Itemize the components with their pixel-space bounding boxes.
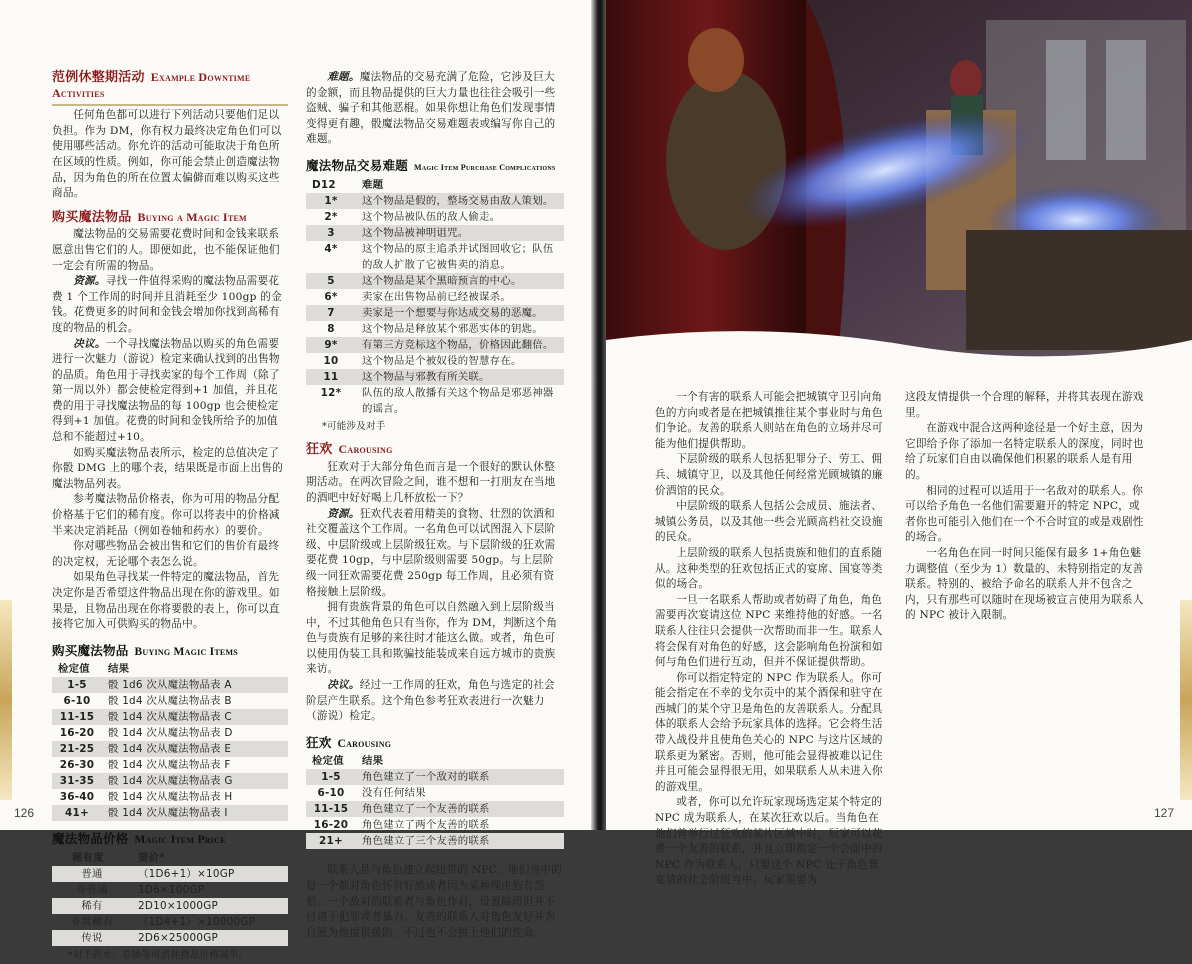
table-cell-value: 卖家在出售物品前已经被谋杀。: [362, 290, 511, 303]
table-row: [306, 801, 564, 817]
table-row: [306, 833, 564, 849]
table-title-price: [52, 831, 288, 849]
table-row: [52, 725, 288, 741]
table-cell-value: 这个物品被队伍的敌人偷走。: [362, 210, 501, 223]
paragraph: 在游戏中混合这两种途径是一个好主意，因为它即给予你了添加一名特定联系人的深度，同时也给了玩家们自由以确保他们积累的联系人是有用的。: [905, 422, 1144, 481]
lead-label: 决议。: [327, 679, 360, 692]
paragraph: 如购买魔法物品表所示，检定的总值决定了你骰 DMG 上的哪个表，结果既是市面上出售的魔法物品列表。: [52, 446, 283, 490]
table-row: [306, 193, 564, 209]
heading-en: Carousing: [337, 737, 392, 750]
right-column-2: [905, 390, 1145, 624]
heading-en: Magic Item Price: [134, 834, 226, 847]
table-cell-value: 这个物品是个被奴役的智慧存在。: [362, 354, 522, 367]
table-cell-value: 2D6×25000GP: [132, 930, 288, 946]
table-cell-value: 骰 1d4 次从魔法物品表 E: [102, 741, 288, 757]
table-cell-value: （1D4+1）×10000GP: [138, 915, 256, 928]
paragraph-text: 一个寻找魔法物品以购买的角色需要进行一次魅力（游说）检定来确认找到的出售物的品质。角色用于寻找卖家的每个工作周（除了第一周以外）都会使检定得到+1 加值，并且花费的用于寻找魔法物品的每 100gp 也会使检定得到+1 加值。花费的时间和金钱所给予的加值总和不能超过+10。: [52, 337, 280, 444]
table-row: [306, 289, 564, 305]
table-cell-key: 5: [306, 273, 356, 289]
table-cell-key: 普通: [52, 866, 132, 882]
table-cell-key: 36-40: [59, 791, 95, 804]
table-cell-key: 非普通: [76, 883, 108, 896]
left-page: [0, 0, 592, 961]
table-cell-key: 31-35: [52, 773, 102, 789]
table-row: [306, 273, 564, 289]
table-cell-value: 骰 1d4 次从魔法物品表 H: [108, 791, 233, 804]
paragraph: 你对哪些物品会被出售和它们的售价有最终的决定权，无论哪个表怎么说。: [52, 540, 280, 568]
right-column-1: [655, 390, 887, 889]
table-row: [306, 305, 564, 321]
table-row: [306, 241, 564, 273]
lead-label: 资源。: [327, 507, 360, 520]
table-cell-value: 骰 1d4 次从魔法物品表 B: [108, 695, 232, 708]
table-cell-key: 12*: [320, 386, 342, 399]
table-cell-key: 21-25: [52, 741, 102, 757]
paragraph: 一旦一名联系人帮助或者妨碍了角色，角色需要再次宴请这位 NPC 来维持他的好感。一名联系人往往只会提供一次帮助而非一生。联系人将会保有对角色的好感，这会影响角色扮演和如何与角色们进行互动，但并不保证提供帮助。: [655, 593, 883, 669]
heading-en: Buying Magic Items: [134, 645, 238, 658]
section-heading-carousing: [306, 442, 564, 458]
table-header: D12: [312, 178, 336, 191]
paragraph-text: 魔法物品的交易充满了危险，它涉及巨大的金额，而且物品提供的巨大力量也往往会吸引一些盗贼、骗子和其他恶棍。如果你想让角色们发现事情变得更有趣，骰魔法物品交易难题表或编写你自己的难题。: [306, 71, 556, 146]
illustration-art: [606, 0, 1192, 375]
paragraph: 一名角色在同一时间只能保有最多 1+角色魅力调整值（至少为 1）数量的、未特别指定的友善联系。特别的、被给予命名的联系人并不包含之内，只有那些可以随时在现场被宣言使用为联系人的 NPC 被计入限制。: [905, 546, 1144, 622]
paragraph: 或者，你可以允许玩家现场选定某个特定的 NPC 成为联系人，在某次狂欢以后。当角色在他们曾举行过狂欢的某片区域中时，玩家可以花费一个友善的联系，并且立即指定一个会面中的 NPC 作为联系人，只要这个 NPC 处于角色曾宴请的社会阶级当中。玩家需要为: [655, 796, 883, 887]
price-table: [52, 851, 288, 946]
table-cell-key: 11: [306, 369, 356, 385]
table-cell-key: 10: [323, 354, 339, 367]
table-cell-key: 传说: [52, 930, 132, 946]
buying-table: [52, 662, 288, 821]
table-cell-key: 1*: [306, 193, 356, 209]
lead-label: 决议。: [73, 337, 106, 350]
page-number: 127: [1153, 806, 1174, 820]
table-cell-key: 26-30: [59, 759, 95, 772]
heading-zh: 魔法物品交易难题: [306, 157, 409, 173]
table-cell-key: 6-10: [63, 695, 91, 708]
page-border-ornament: [0, 600, 12, 800]
table-row: [52, 677, 288, 693]
table-row: [306, 785, 564, 801]
table-row: [306, 337, 564, 353]
paragraph-text: 经过一工作周的狂欢，角色与选定的社会阶层产生联系。这个角色参考狂欢表进行一次魅力（游说）检定。: [306, 679, 555, 723]
paragraph-text: 狂欢代表着用精美的食物、壮烈的饮酒和社交覆盖这个工作周。一名角色可以试图混入下层阶级、中层阶级或上层阶级狂欢。与下层阶级的狂欢需要花费 10gp，与中层阶级则需要 50gp。与上层阶级一同狂欢需要花费 250gp 每工作周，且必须有资格接触上层阶级。: [306, 507, 556, 598]
table-cell-key: 4*: [324, 242, 338, 255]
table-row: [52, 773, 288, 789]
table-title-complications: [306, 158, 564, 176]
section-heading-downtime: [52, 70, 288, 106]
heading-zh: 范例休整期活动: [52, 70, 145, 85]
lead-label: 难题。: [327, 71, 360, 83]
table-row: [52, 930, 288, 946]
table-cell-key: 16-20: [313, 819, 349, 832]
paragraph: 狂欢对于大部分角色而言是一个很好的默认休整期活动。在两次冒险之间，谁不想和一打朋友在当地的酒吧中好好喝上几杯放松一下？: [306, 460, 556, 504]
table-cell-value: 骰 1d6 次从魔法物品表 A: [102, 677, 288, 693]
table-cell-value: 这个物品与邪教有所关联。: [356, 369, 564, 385]
table-cell-value: 队伍的敌人散播有关这个物品是邪恶神器的谣言。: [362, 386, 554, 415]
heading-en: Example Downtime Activities: [52, 70, 251, 100]
table-cell-key: 6-10: [317, 787, 345, 800]
table-cell-value: 角色建立了三个友善的联系: [356, 833, 564, 849]
table-note: *对于药水、卷轴等可消耗物品价格减半。: [68, 949, 249, 961]
table-title-buying: [52, 643, 288, 661]
page-number: 126: [14, 806, 35, 820]
table-cell-value: 1D6×100GP: [138, 883, 205, 896]
paragraph: [52, 274, 288, 336]
table-cell-value: 这个物品被神明诅咒。: [356, 225, 564, 241]
table-cell-value: （1D6+1）×10GP: [132, 866, 288, 882]
table-cell-value: 卖家是一个想要与你达成交易的恶魔。: [356, 305, 564, 321]
paragraph: 一个有害的联系人可能会把城镇守卫引向角色的方向或者是在把城镇推往某个事业时与角色们争论。友善的联系人则站在角色的立场并尽可能为他们提供帮助。: [655, 391, 883, 450]
table-cell-key: 8: [327, 322, 335, 335]
table-cell-value: 角色建立了一个友善的联系: [356, 801, 564, 817]
table-header: 结果: [108, 663, 130, 676]
table-row: [52, 882, 288, 898]
table-cell-value: 这个物品是释放某个邪恶实体的钥匙。: [362, 322, 543, 335]
table-row: [52, 914, 288, 930]
table-cell-value: 没有任何结果: [362, 787, 426, 800]
table-cell-key: 3: [306, 225, 356, 241]
paragraph: 如果角色寻找某一件特定的魔法物品，首先决定你是否希望这件物品出现在你的游戏里。如果是，且物品出现在你将要骰的表上，你可以直接将它加入可供购买的物品中。: [52, 571, 280, 631]
table-cell-value: 2D10×1000GP: [132, 898, 288, 914]
table-cell-key: 11-15: [52, 709, 102, 725]
paragraph: 上层阶级的联系人包括贵族和他们的直系随从。这种类型的狂欢包括正式的宴席、国宴等类似的场合。: [655, 546, 883, 591]
right-page: [606, 0, 1192, 887]
table-row: [306, 385, 564, 417]
page-border-ornament: [1180, 600, 1192, 800]
paragraph: 魔法物品的交易需要花费时间和金钱来联系愿意出售它们的人。即便如此，也不能保证他们一定会有所需的物品。: [52, 228, 280, 272]
paragraph-text: 寻找一件值得采购的魔法物品需要花费 1 个工作周的时间并且消耗至少 100gp 的金钱。花费更多的时间和金钱会增加你找到高稀有度的物品的机会。: [52, 275, 282, 334]
table-row: [306, 769, 564, 785]
table-cell-key: 7: [306, 305, 356, 321]
table-row: [306, 369, 564, 385]
table-cell-key: 16-20: [59, 727, 95, 740]
table-cell-key: 6*: [324, 290, 338, 303]
table-cell-key: 非常稀有: [70, 915, 114, 928]
table-cell-value: 这个物品是某个黑暗预言的中心。: [356, 273, 564, 289]
table-header: 稀有度: [72, 851, 104, 864]
table-title-carousing: [306, 735, 564, 753]
paragraph: 参考魔法物品价格表，你为可用的物品分配价格基于它们的稀有度。你可以将表中的价格减半来决定消耗品（例如卷轴和药水）的要价。: [52, 493, 280, 537]
table-cell-value: 有第三方竞标这个物品，价格因此翻倍。: [356, 337, 564, 353]
heading-en: Buying a Magic Item: [137, 209, 247, 224]
table-cell-key: 41+: [52, 805, 102, 821]
paragraph: 你可以指定特定的 NPC 作为联系人。你可能会指定在不幸的戈尔贡中的某个酒保和驻守在西城门的某个守卫是角色的友善联系人。分配具体的联系人会给予玩家具体的选择。它会将生活带入战役并且使角色关心的 NPC 与这片区域的联系更为紧密。否则，他可能会显得被难以记住并且可能会显得很无用，如果联系人从未进入你的游戏里。: [655, 671, 883, 793]
paragraph: 联系人是与角色建立起纽带的 NPC。他们当中的每一个都对角色怀有好感或者因为某种理由抱有怨恨。一个敌对的联系者与角色作对，设置障碍但并不付诸于犯罪或者暴力。友善的联系人对角色友好并为自愿为他提供援助，不过也不会拼上他们的性命。: [306, 864, 563, 939]
table-cell-value: 骰 1d4 次从魔法物品表 I: [102, 805, 288, 821]
table-row: [52, 866, 288, 882]
paragraph: 这段友情提供一个合理的解释，并将其表现在游戏里。: [905, 391, 1144, 419]
paragraph: [306, 70, 564, 148]
carousing-table: [306, 754, 564, 849]
table-cell-key: 9*: [306, 337, 356, 353]
left-column-2: [306, 70, 564, 941]
lead-label: 资源。: [73, 275, 106, 288]
table-row: [52, 789, 288, 805]
table-header: 要价*: [138, 851, 165, 864]
table-header: 难题: [362, 178, 384, 191]
table-cell-value: 骰 1d4 次从魔法物品表 D: [108, 727, 233, 740]
table-header: 结果: [362, 755, 384, 768]
paragraph: 拥有贵族背景的角色可以自然融入到上层阶级当中，不过其他角色只有当你，作为 DM，判断这个角色与贵族有足够的来往时才能这么做。或者，角色可以使用伪装工具和欺骗技能装成来自远方城市的贵族来访。: [306, 601, 558, 676]
table-cell-key: 21+: [306, 833, 356, 849]
table-cell-value: 骰 1d4 次从魔法物品表 C: [102, 709, 288, 725]
table-row: [306, 209, 564, 225]
complications-table: [306, 178, 564, 417]
table-note: *可能涉及对手: [322, 420, 386, 432]
heading-zh: 狂欢: [306, 734, 332, 750]
table-cell-value: 骰 1d4 次从魔法物品表 F: [108, 759, 231, 772]
heading-zh: 魔法物品价格: [52, 831, 129, 847]
heading-zh: 购买魔法物品: [52, 209, 132, 225]
book-gutter: [592, 0, 606, 830]
table-row: [306, 225, 564, 241]
table-row: [52, 693, 288, 709]
paragraph: [52, 337, 288, 446]
table-cell-key: 2*: [324, 210, 338, 223]
paragraph: 相同的过程可以适用于一名敌对的联系人。你可以给予角色一名他们需要避开的特定 NPC，或者你也可能引入他们在一个不合时宜的或是戏剧性的场合。: [905, 484, 1144, 544]
table-row: [52, 709, 288, 725]
table-row: [52, 741, 288, 757]
heading-en: Carousing: [338, 442, 393, 457]
table-cell-value: 角色建立了一个敌对的联系: [356, 769, 564, 785]
paragraph: 下层阶级的联系人包括犯罪分子、劳工、佣兵、城镇守卫，以及其他任何经常光顾城镇的廉价酒馆的民众。: [655, 453, 883, 497]
heading-zh: 狂欢: [306, 442, 333, 458]
paragraph: 任何角色都可以进行下列活动只要他们足以负担。作为 DM，你有权力最终决定角色们可以使用哪些活动。你允许的活动可能取决于角色所在区域的性质。例如，你可能会禁止创造魔法物品，因为角色的所在位置太偏僻而难以购买这些商品。: [52, 109, 282, 200]
heading-zh: 购买魔法物品: [52, 642, 129, 658]
table-row: [306, 353, 564, 369]
heading-en: Magic Item Purchase Complications: [414, 162, 556, 172]
table-header: 检定值: [312, 755, 344, 768]
table-header: 检定值: [58, 663, 90, 676]
table-row: [306, 817, 564, 833]
paragraph: [306, 507, 564, 601]
illustration: [606, 0, 1192, 375]
table-cell-key: 稀有: [52, 898, 132, 914]
paragraph: 中层阶级的联系人包括公会成员、施法者、城镇公务员，以及其他一些会光顾高档社交设施的民众。: [655, 500, 883, 544]
section-heading-buying: [52, 210, 288, 226]
table-cell-value: 这个物品的原主追杀并试图回收它；队伍的敌人扩散了它被售卖的消息。: [362, 242, 554, 271]
table-cell-key: 1-5: [52, 677, 102, 693]
table-cell-key: 11-15: [306, 801, 356, 817]
table-row: [52, 898, 288, 914]
table-row: [52, 757, 288, 773]
table-cell-key: 1-5: [306, 769, 356, 785]
paragraph: [306, 678, 564, 725]
table-row: [52, 805, 288, 821]
table-cell-value: 角色建立了两个友善的联系: [362, 819, 490, 832]
table-cell-value: 这个物品是假的，整场交易由敌人策划。: [356, 193, 564, 209]
table-row: [306, 321, 564, 337]
table-cell-value: 骰 1d4 次从魔法物品表 G: [102, 773, 288, 789]
